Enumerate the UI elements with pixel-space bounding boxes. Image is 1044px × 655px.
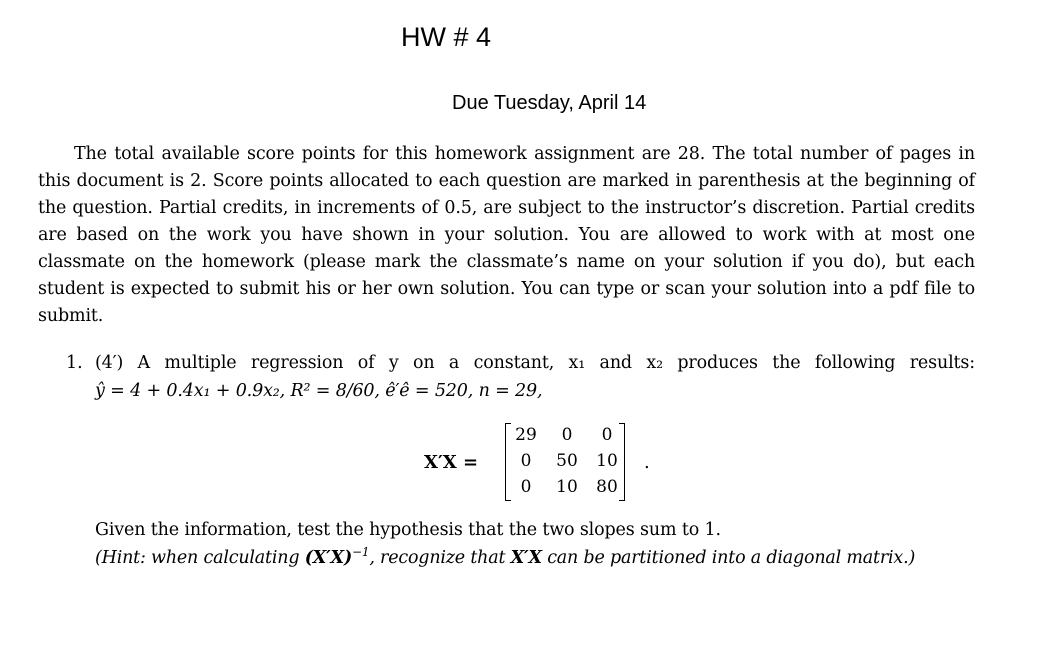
matrix-cell: 0	[520, 451, 532, 471]
matrix-cell: 0	[601, 425, 613, 445]
hint-term-inverse: (X′X)	[304, 548, 353, 568]
xx-matrix	[505, 423, 625, 501]
question-text: (4′) A multiple regression of y on a constant, x₁ and x₂ produces the following results:	[95, 353, 975, 373]
given-statement: Given the information, test the hypothesis that the two slopes sum to 1.	[95, 520, 721, 540]
matrix-cell: 80	[596, 477, 618, 497]
question-number: 1.	[66, 353, 83, 373]
hint-exponent: −1	[352, 545, 370, 560]
matrix-period: .	[644, 452, 650, 473]
matrix-cell: 10	[596, 451, 618, 471]
hint-prefix: (Hint: when calculating	[95, 548, 305, 568]
hint-term-matrix: X′X	[510, 548, 542, 568]
matrix-cell: 50	[556, 451, 578, 471]
due-date: Due Tuesday, April 14	[452, 92, 647, 114]
matrix-cell: 10	[556, 477, 578, 497]
matrix-cell: 29	[515, 425, 537, 445]
matrix-cell: 0	[520, 477, 532, 497]
regression-results: ŷ = 4 + 0.4x₁ + 0.9x₂, R² = 8/60, ê′ê = 520, n = 29,	[95, 381, 543, 401]
matrix-label	[424, 450, 478, 476]
hint-middle: , recognize that	[369, 548, 511, 568]
page-title: HW # 4	[401, 22, 492, 52]
intro-paragraph: The total available score points for this homework assignment are 28. The total number of pages in this document is 2. Score points allocated to each question are marked in parenthesis at the beginning of the question. Partial credits, in increments of 0.5, are subject to the instructor’s discretion. Partial credits are based on the work you have shown in your solution. You are allowed to work with at most one classmate on the homework (please mark the classmate’s name on your solution if you do), but each student is expected to submit his or her own solution. You can type or scan your solution into a pdf file to submit.	[38, 144, 975, 326]
hint-suffix: can be partitioned into a diagonal matrix.)	[541, 548, 916, 568]
matrix-label-text: X′X =	[424, 452, 479, 473]
matrix-cell: 0	[561, 425, 573, 445]
hint-text	[95, 545, 975, 572]
question-line-1	[95, 350, 975, 377]
